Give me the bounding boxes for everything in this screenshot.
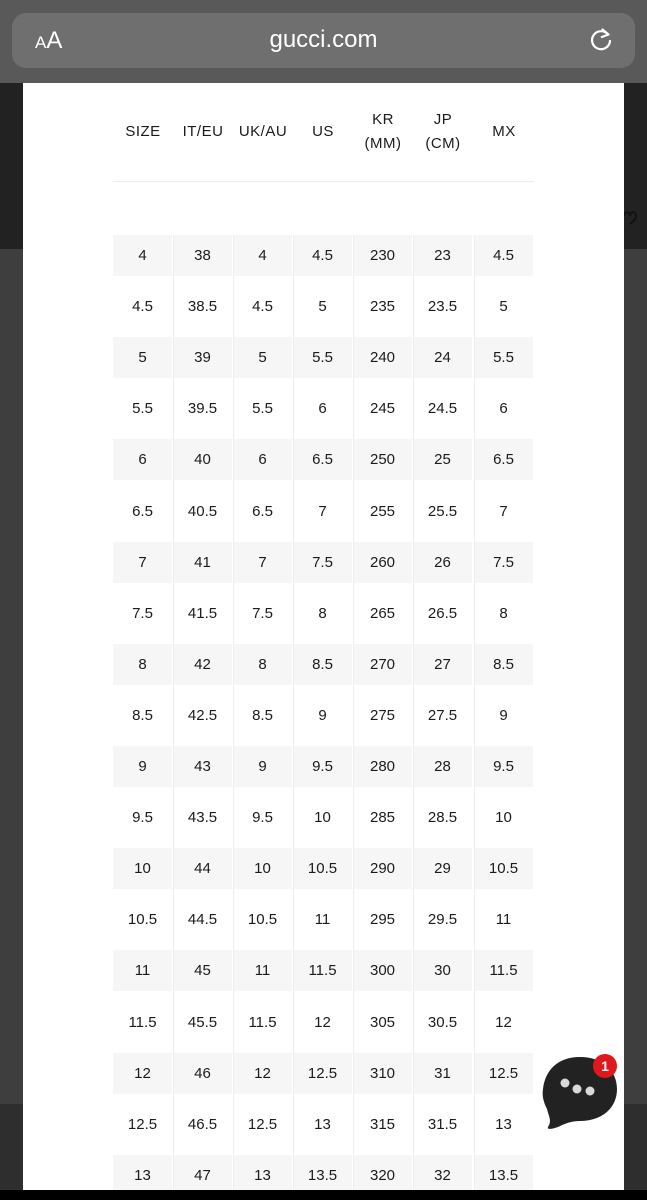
table-cell: 12 <box>113 1053 172 1094</box>
table-cell: 47 <box>173 1155 232 1190</box>
table-row <box>113 644 534 685</box>
table-row <box>113 746 534 787</box>
table-cell: 10.5 <box>474 848 533 889</box>
table-cell: 13 <box>495 1116 512 1133</box>
table-cell: 12.5 <box>474 1053 533 1094</box>
table-row <box>113 848 534 889</box>
table-cell: 29.5 <box>427 911 458 928</box>
table-cell: 7 <box>233 542 292 583</box>
table-cell: 10 <box>314 809 331 826</box>
table-cell: 8 <box>113 644 172 685</box>
table-cell: 25 <box>413 439 472 480</box>
table-row <box>113 950 534 991</box>
table-cell: 5 <box>318 298 327 315</box>
table-cell: 26 <box>413 542 472 583</box>
table-row <box>113 1104 534 1145</box>
table-cell: 5.5 <box>132 400 153 417</box>
table-cell: 9 <box>233 746 292 787</box>
notification-count: 1 <box>601 1058 609 1074</box>
table-cell: 5 <box>113 337 172 378</box>
table-cell: 7 <box>113 542 172 583</box>
table-cell: 5.5 <box>252 400 273 417</box>
table-row <box>113 337 534 378</box>
column-header: KR (MM) <box>364 111 402 152</box>
table-cell: 4.5 <box>252 298 273 315</box>
table-cell: 6 <box>318 400 327 417</box>
table-cell: 4 <box>233 235 292 276</box>
table-cell: 4 <box>113 235 172 276</box>
table-cell: 24.5 <box>427 400 458 417</box>
table-row <box>113 439 534 480</box>
table-cell: 43.5 <box>187 809 218 826</box>
table-row <box>113 695 534 736</box>
table-cell: 5.5 <box>474 337 533 378</box>
table-cell: 41.5 <box>187 605 218 622</box>
table-cell: 42.5 <box>187 707 218 724</box>
table-cell: 45.5 <box>187 1014 218 1031</box>
table-cell: 41 <box>173 542 232 583</box>
table-cell: 240 <box>353 337 412 378</box>
table-cell: 8.5 <box>474 644 533 685</box>
column-header: SIZE <box>125 123 161 140</box>
url-text[interactable]: gucci.com <box>269 26 378 53</box>
table-cell: 8.5 <box>132 707 153 724</box>
size-guide-panel <box>23 83 624 1190</box>
table-cell: 31.5 <box>427 1116 458 1133</box>
column-divider <box>353 235 354 1190</box>
table-row <box>113 797 534 838</box>
column-header: MX <box>492 123 516 140</box>
column-divider <box>474 235 475 1190</box>
table-row <box>113 1155 534 1190</box>
table-cell: 11 <box>233 950 292 991</box>
table-cell: 40 <box>173 439 232 480</box>
table-cell: 9 <box>499 707 508 724</box>
table-cell: 9.5 <box>293 746 352 787</box>
table-cell: 27 <box>413 644 472 685</box>
table-cell: 8 <box>318 605 327 622</box>
table-cell: 10.5 <box>127 911 158 928</box>
table-row <box>113 1053 534 1094</box>
table-cell: 11.5 <box>248 1014 277 1031</box>
table-cell: 12 <box>495 1014 512 1031</box>
table-cell: 6 <box>233 439 292 480</box>
table-cell: 6 <box>113 439 172 480</box>
table-row <box>113 542 534 583</box>
table-cell: 7 <box>499 503 508 520</box>
table-cell: 7.5 <box>293 542 352 583</box>
table-cell: 8.5 <box>293 644 352 685</box>
table-cell: 42 <box>173 644 232 685</box>
table-cell: 7.5 <box>252 605 273 622</box>
table-cell: 245 <box>369 400 396 417</box>
table-cell: 40.5 <box>187 503 218 520</box>
table-cell: 280 <box>353 746 412 787</box>
table-cell: 28 <box>413 746 472 787</box>
table-cell: 9.5 <box>252 809 273 826</box>
column-divider <box>233 235 234 1190</box>
browser-toolbar <box>0 0 647 83</box>
table-cell: 45 <box>173 950 232 991</box>
table-cell: 10 <box>113 848 172 889</box>
table-cell: 27.5 <box>427 707 458 724</box>
table-cell: 46.5 <box>187 1116 218 1133</box>
table-cell: 28.5 <box>427 809 458 826</box>
table-cell: 11.5 <box>474 950 533 991</box>
table-cell: 38.5 <box>187 298 218 315</box>
table-cell: 11.5 <box>293 950 352 991</box>
table-row <box>113 491 534 532</box>
table-cell: 5 <box>233 337 292 378</box>
table-cell: 39.5 <box>187 400 218 417</box>
chat-dot-icon <box>586 1087 595 1096</box>
table-cell: 275 <box>369 707 396 724</box>
table-cell: 32 <box>413 1155 472 1190</box>
table-cell: 250 <box>353 439 412 480</box>
column-header: US <box>312 123 334 140</box>
table-cell: 13 <box>314 1116 331 1133</box>
chat-dot-icon <box>573 1085 582 1094</box>
table-cell: 6.5 <box>252 503 273 520</box>
table-cell: 8 <box>499 605 508 622</box>
table-cell: 7.5 <box>132 605 153 622</box>
home-indicator-strip <box>0 1190 647 1200</box>
column-divider <box>413 235 414 1190</box>
table-row <box>113 235 534 276</box>
table-cell: 46 <box>173 1053 232 1094</box>
table-cell: 4.5 <box>474 235 533 276</box>
text-size-label: A <box>35 33 47 52</box>
chat-button[interactable] <box>540 1051 626 1137</box>
table-cell: 12.5 <box>293 1053 352 1094</box>
table-cell: 235 <box>369 298 396 315</box>
table-row <box>113 899 534 940</box>
table-cell: 6.5 <box>293 439 352 480</box>
table-cell: 12.5 <box>247 1116 278 1133</box>
table-cell: 31 <box>413 1053 472 1094</box>
table-row <box>113 286 534 327</box>
table-cell: 6.5 <box>132 503 153 520</box>
table-cell: 255 <box>369 503 396 520</box>
table-cell: 11 <box>495 911 512 928</box>
table-cell: 10 <box>495 809 512 826</box>
table-cell: 38 <box>173 235 232 276</box>
column-header: IT/EU <box>182 123 224 140</box>
table-cell: 43 <box>173 746 232 787</box>
table-cell: 4.5 <box>293 235 352 276</box>
table-cell: 4.5 <box>132 298 153 315</box>
size-table-header <box>113 83 534 182</box>
table-cell: 5.5 <box>293 337 352 378</box>
table-cell: 13.5 <box>293 1155 352 1190</box>
table-cell: 44.5 <box>187 911 218 928</box>
table-cell: 23 <box>413 235 472 276</box>
table-cell: 270 <box>353 644 412 685</box>
table-cell: 25.5 <box>427 503 458 520</box>
table-cell: 12 <box>233 1053 292 1094</box>
table-cell: 6.5 <box>474 439 533 480</box>
table-cell: 10.5 <box>293 848 352 889</box>
table-cell: 7 <box>318 503 327 520</box>
table-cell: 12 <box>314 1014 331 1031</box>
address-bar[interactable] <box>12 13 635 68</box>
column-divider <box>173 235 174 1190</box>
table-cell: 12.5 <box>127 1116 158 1133</box>
table-cell: 9.5 <box>474 746 533 787</box>
column-header: UK/AU <box>238 123 288 140</box>
table-cell: 29 <box>413 848 472 889</box>
table-cell: 9 <box>318 707 327 724</box>
column-divider <box>293 235 294 1190</box>
table-cell: 13 <box>233 1155 292 1190</box>
table-cell: 315 <box>369 1116 396 1133</box>
table-row <box>113 1002 534 1043</box>
table-cell: 13.5 <box>474 1155 533 1190</box>
table-cell: 10 <box>233 848 292 889</box>
column-header: JP (CM) <box>425 111 461 152</box>
table-cell: 305 <box>369 1014 396 1031</box>
table-cell: 11 <box>113 950 172 991</box>
table-cell: 30.5 <box>427 1014 458 1031</box>
table-cell: 8 <box>233 644 292 685</box>
table-cell: 6 <box>499 400 508 417</box>
reload-icon[interactable] <box>587 26 615 54</box>
table-cell: 23.5 <box>427 298 458 315</box>
text-size-label-large: A <box>46 27 63 54</box>
table-cell: 8.5 <box>252 707 273 724</box>
table-cell: 39 <box>173 337 232 378</box>
table-cell: 230 <box>353 235 412 276</box>
table-cell: 9.5 <box>132 809 153 826</box>
table-cell: 11.5 <box>128 1014 157 1031</box>
table-cell: 13 <box>113 1155 172 1190</box>
table-cell: 300 <box>353 950 412 991</box>
table-cell: 310 <box>353 1053 412 1094</box>
table-cell: 9 <box>113 746 172 787</box>
table-cell: 260 <box>353 542 412 583</box>
table-cell: 290 <box>353 848 412 889</box>
chat-dot-icon <box>561 1079 570 1088</box>
table-row <box>113 388 534 429</box>
table-cell: 295 <box>369 911 396 928</box>
table-cell: 5 <box>499 298 508 315</box>
table-cell: 26.5 <box>427 605 458 622</box>
table-cell: 24 <box>413 337 472 378</box>
table-cell: 10.5 <box>247 911 278 928</box>
table-row <box>113 593 534 634</box>
table-cell: 11 <box>314 911 331 928</box>
table-cell: 285 <box>369 809 396 826</box>
table-cell: 7.5 <box>474 542 533 583</box>
table-cell: 265 <box>369 605 396 622</box>
table-cell: 44 <box>173 848 232 889</box>
table-cell: 320 <box>353 1155 412 1190</box>
table-cell: 30 <box>413 950 472 991</box>
